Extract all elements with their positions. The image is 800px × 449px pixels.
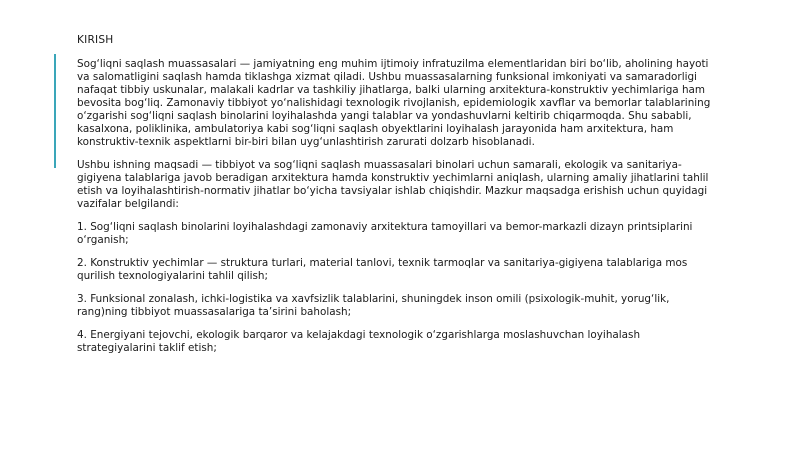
task-item-1: 1. Sog‘liqni saqlash binolarini loyihalashdagi zamonaviy arxitektura tamoyillari va bemor-markazli dizayn printsiplarini o‘rganish; bbox=[77, 221, 693, 246]
slide-content bbox=[77, 34, 717, 365]
aim-paragraph: Ushbu ishning maqsadi — tibbiyot va sog‘liqni saqlash muassasalari binolari uchun samarali, ekologik va sanitariya-gigiyena talablariga javob beradigan arxitektura hamda konstruktiv yechimlarni aniqlash, ularning amaliy jihatlarini tahlil etish va loyihalashtirish-normativ jihatlar bo‘yicha tavsiyalar ishlab chiqishdir. Mazkur maqsadga erishish uchun quyidagi vazifalar belgilandi: bbox=[77, 159, 709, 210]
task-item-4: 4. Energiyani tejovchi, ekologik barqaror va kelajakdagi texnologik o‘zgarishlarga moslashuvchan loyihalash strategiyalarini taklif etish; bbox=[77, 329, 641, 354]
accent-bar bbox=[54, 54, 56, 168]
task-item-2: 2. Konstruktiv yechimlar — struktura turlari, material tanlovi, texnik tarmoqlar va sanitariya-gigiyena talablariga mos qurilish texnologiyalarini tahlil qilish; bbox=[77, 257, 688, 282]
task-item-3: 3. Funksional zonalash, ichki-logistika va xavfsizlik talablarini, shuningdek inson omili (psixologik-muhit, yorug‘lik, rang)ning tibbiyot muassasalariga ta’sirini baholash; bbox=[77, 293, 670, 318]
slide-title: KIRISH bbox=[77, 34, 114, 46]
intro-paragraph: Sog‘liqni saqlash muassasalari — jamiyatning eng muhim ijtimoiy infratuzilma elementlaridan biri bo‘lib, aholining hayoti va salomatligini saqlash hamda tiklashga xizmat qiladi. Ushbu muassasalarning funksional imkoniyati va samaradorligi nafaqat tibbiy uskunalar, malakali kadrlar va tashkiliy jihatlarga, balki ularning arxitektura-konstruktiv yechimlariga ham bevosita bog‘liq. Zamonaviy tibbiyot yo‘nalishidagi texnologik rivojlanish, epidemiologik xavflar va bemorlar talablarining o‘zgarishi sog‘liqni saqlash binolarini loyihalashda yangi talablar va yondashuvlarni keltirib chiqarmoqda. Shu sababli, kasalxona, poliklinika, ambulatoriya kabi sog‘liqni saqlash obyektlarini loyihalash jarayonida ham arxitektura, ham konstruktiv-texnik aspektlarni bir-biri bilan uyg‘unlashtirish zarurati dolzarb hisoblanadi. bbox=[77, 58, 711, 148]
